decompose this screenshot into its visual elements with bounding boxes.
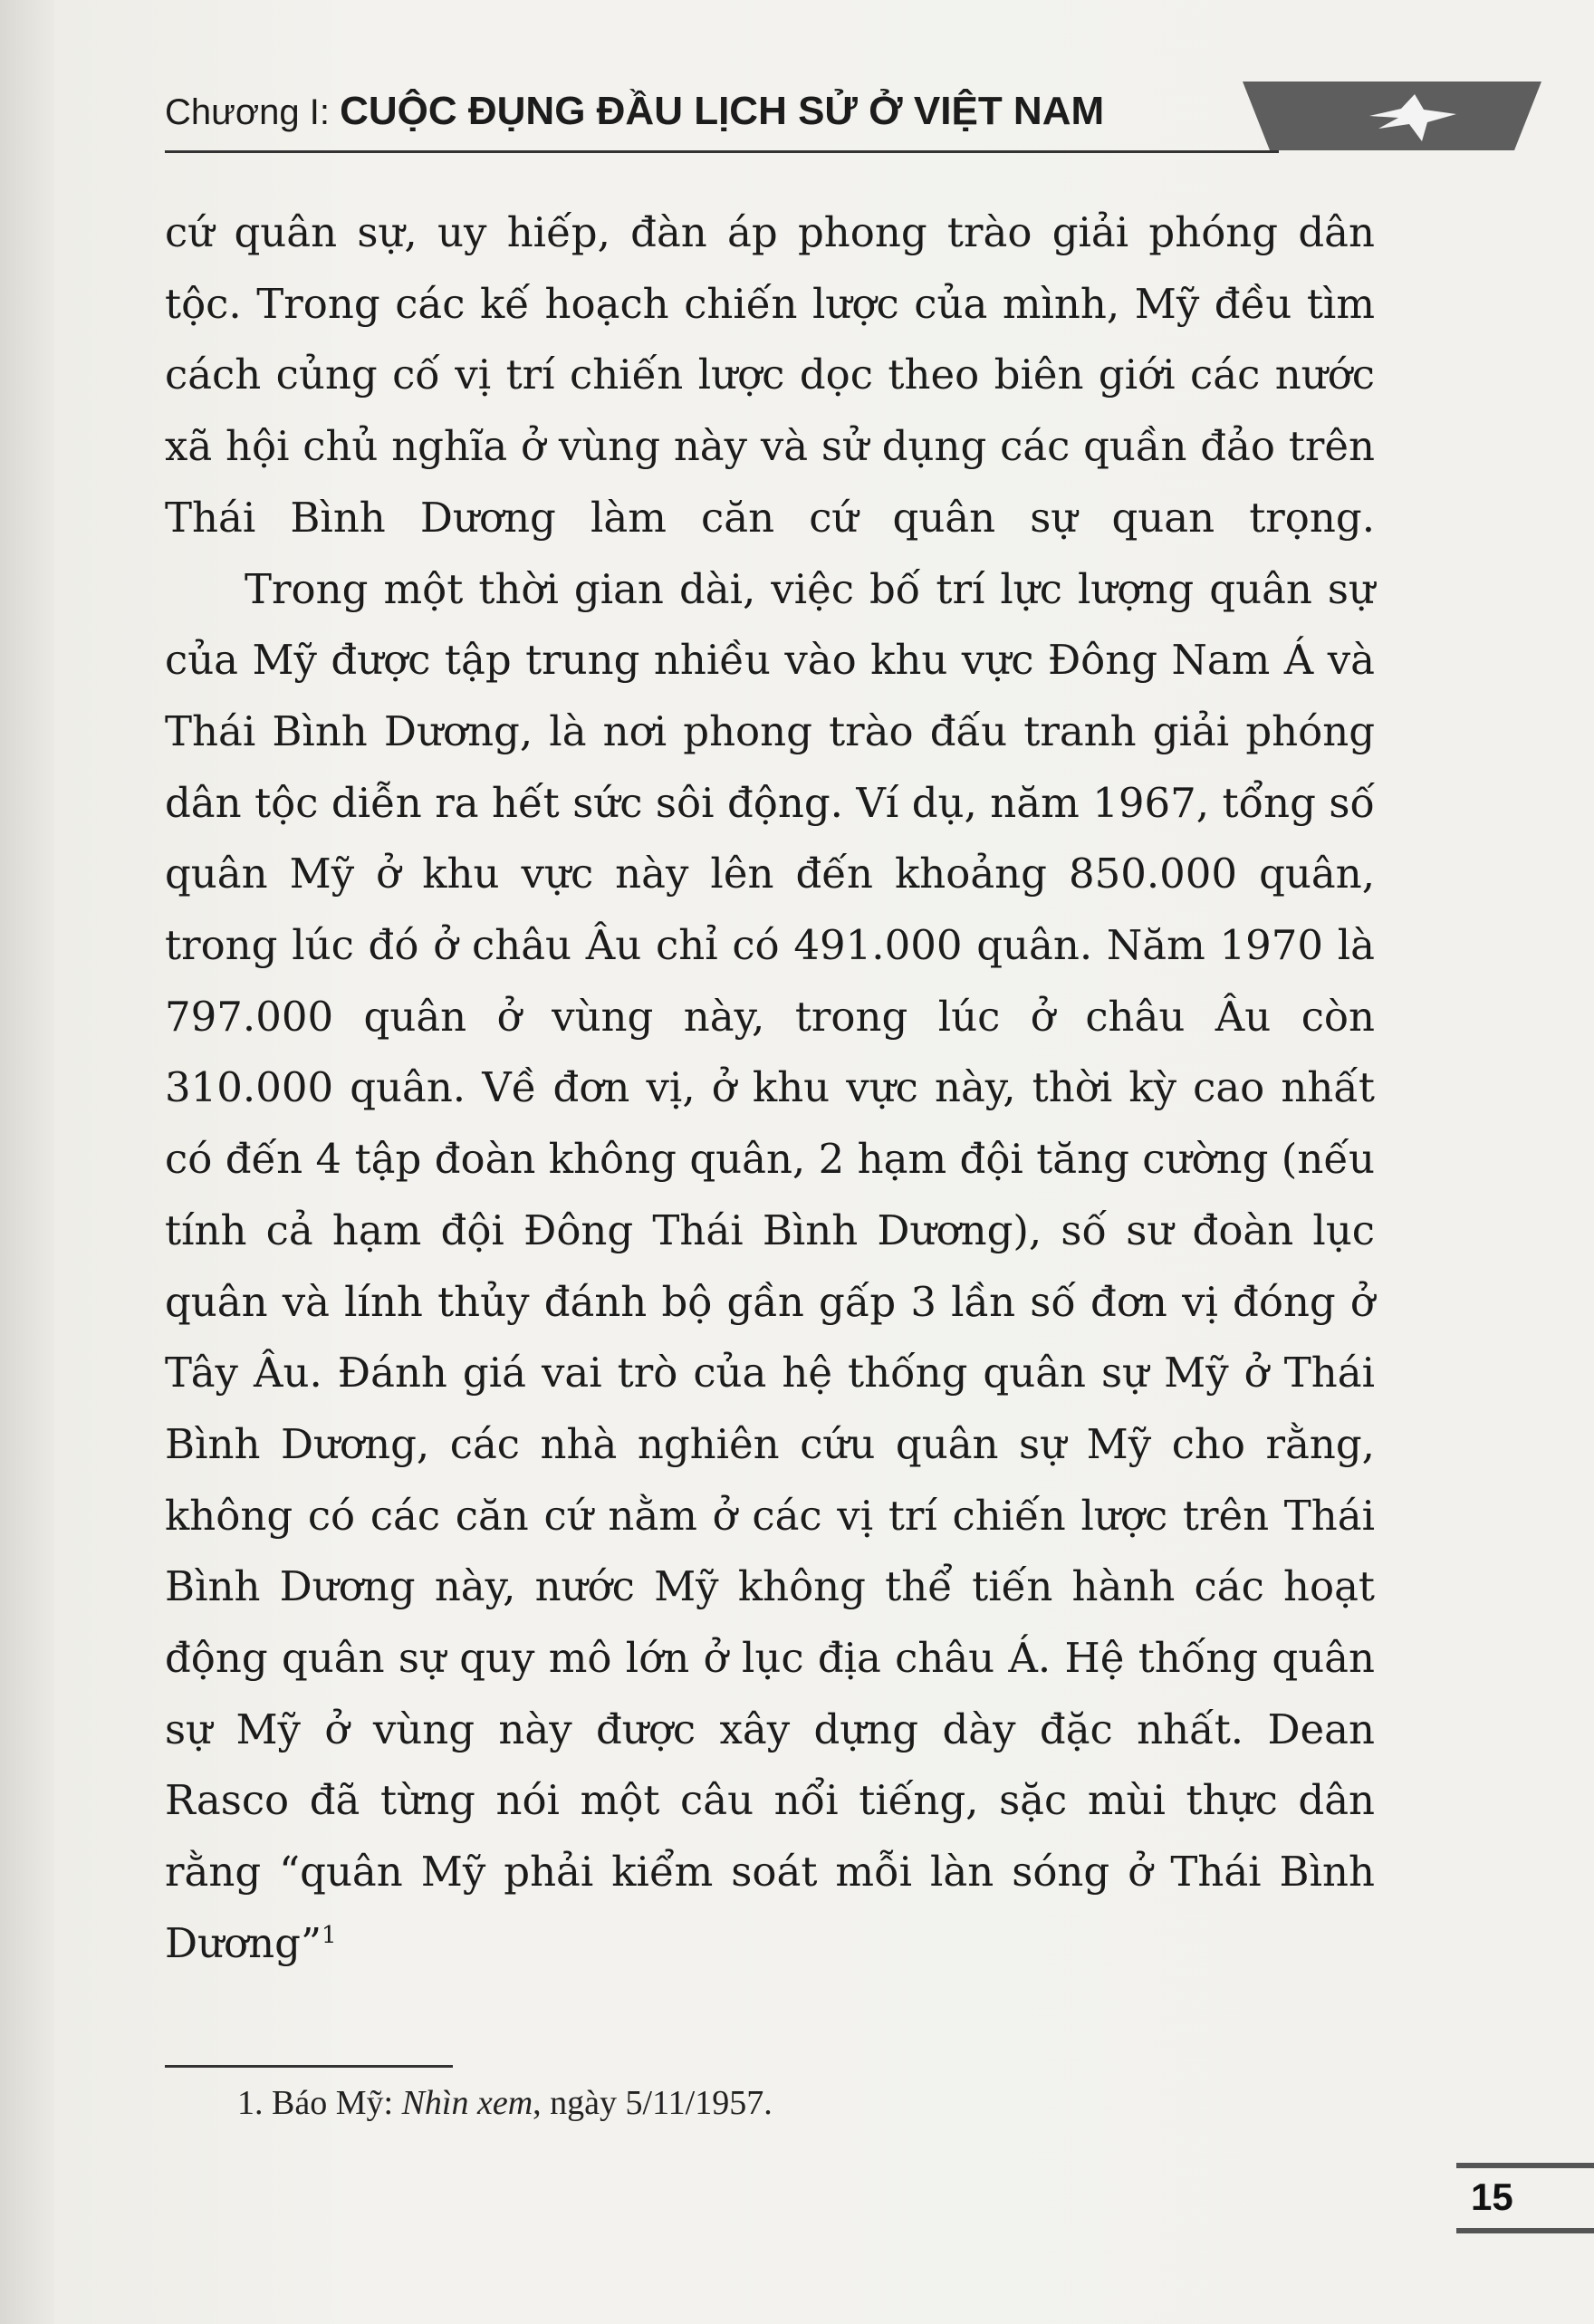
- chapter-heading: [165, 89, 1104, 134]
- page-number-bar-top: [1456, 2163, 1594, 2168]
- text-line: Thái Bình Dương”: [165, 1848, 1375, 1967]
- text-line: (nếu tính cả hạm đội Đông Thái Bình Dương), số sư đoàn: [165, 1135, 1376, 1254]
- footnote-rule: [165, 2065, 453, 2068]
- chapter-label: Chương I:: [165, 92, 341, 132]
- text-line: quân, trong lúc đó ở châu Âu chỉ có 491.000 quân. Năm: [165, 850, 1375, 970]
- text-line: tổng số quân Mỹ ở khu vực này lên đến khoảng 850.000: [165, 778, 1375, 898]
- footnote-number: 1.: [237, 2084, 272, 2122]
- page-number: 15: [1471, 2175, 1513, 2218]
- text-line: có đến 4 tập đoàn không quân, 2 hạm đội tăng cường: [165, 1135, 1269, 1184]
- header-band: [1243, 82, 1541, 150]
- page-number-bar-bottom: [1456, 2228, 1594, 2233]
- text-line: thực dân rằng “quân Mỹ phải kiểm soát mỗi làn sóng ở: [165, 1776, 1376, 1897]
- text-line: trên Thái Bình Dương này, nước Mỹ không thể tiến hành: [165, 1491, 1376, 1611]
- text-line: trên Thái Bình Dương làm căn cứ quân sự quan trọng.: [165, 422, 1375, 542]
- book-spine-shadow: [0, 0, 54, 2324]
- footnote-ref: 1: [321, 1921, 337, 1949]
- body-text: [165, 197, 1375, 1980]
- text-line: cách củng cố vị trí chiến lược dọc theo biên giới các nước: [165, 351, 1375, 399]
- footnote-source: Báo Mỹ:: [272, 2084, 402, 2122]
- text-line: sự của Mỹ được tập trung nhiều vào khu vực Đông Nam: [165, 564, 1375, 685]
- text-line: Mỹ ở Thái Bình Dương, các nhà nghiên cứu quân sự Mỹ: [165, 1349, 1376, 1468]
- footnote-title: Nhìn xem: [401, 2084, 533, 2122]
- paragraph: [165, 554, 1375, 1980]
- footnote: [237, 2083, 773, 2123]
- text-line: 310.000 quân. Về đơn vị, ở khu vực này, thời kỳ cao nhất: [165, 1063, 1375, 1112]
- text-line: phóng dân tộc diễn ra hết sức sôi động. Ví dụ, năm 1967,: [165, 706, 1375, 827]
- text-line: xã hội chủ nghĩa ở vùng này và sử dụng các quần đảo: [165, 422, 1275, 471]
- text-line: tộc. Trong các kế hoạch chiến lược của mình, Mỹ đều tìm: [165, 279, 1375, 328]
- text-line: thống quân sự Mỹ ở vùng này được xây dựng dày đặc: [165, 1634, 1375, 1753]
- header-rule: [165, 150, 1279, 153]
- text-line: 1970 là 797.000 quân ở vùng này, trong lúc ở châu Âu còn: [165, 921, 1375, 1041]
- text-line: lục quân và lính thủy đánh bộ gần gấp 3 lần số đơn vị: [165, 1205, 1375, 1326]
- text-line: đóng ở Tây Âu. Đánh giá vai trò của hệ thống quân sự: [165, 1277, 1375, 1397]
- text-line: các hoạt động quân sự quy mô lớn ở lục địa châu Á. Hệ: [165, 1562, 1375, 1683]
- text-line: Trong một thời gian dài, việc bố trí lực lượng quân: [245, 564, 1312, 613]
- text-line: cứ quân sự, uy hiếp, đàn áp phong trào giải phóng dân: [165, 208, 1375, 256]
- chapter-title: CUỘC ĐỤNG ĐẦU LỊCH SỬ Ở VIỆT NAM: [340, 89, 1105, 133]
- text-line: cho rằng, không có các căn cứ nằm ở các vị trí chiến lược: [165, 1419, 1375, 1540]
- footnote-date: , ngày 5/11/1957.: [533, 2084, 773, 2122]
- page-number-box: [1456, 2163, 1594, 2235]
- running-header: [165, 82, 1541, 163]
- text-line: Á và Thái Bình Dương, là nơi phong trào đấu tranh giải: [165, 636, 1375, 755]
- text-line: nhất. Dean Rasco đã từng nói một câu nổi tiếng, sặc mùi: [165, 1705, 1375, 1825]
- paragraph: [165, 197, 1375, 554]
